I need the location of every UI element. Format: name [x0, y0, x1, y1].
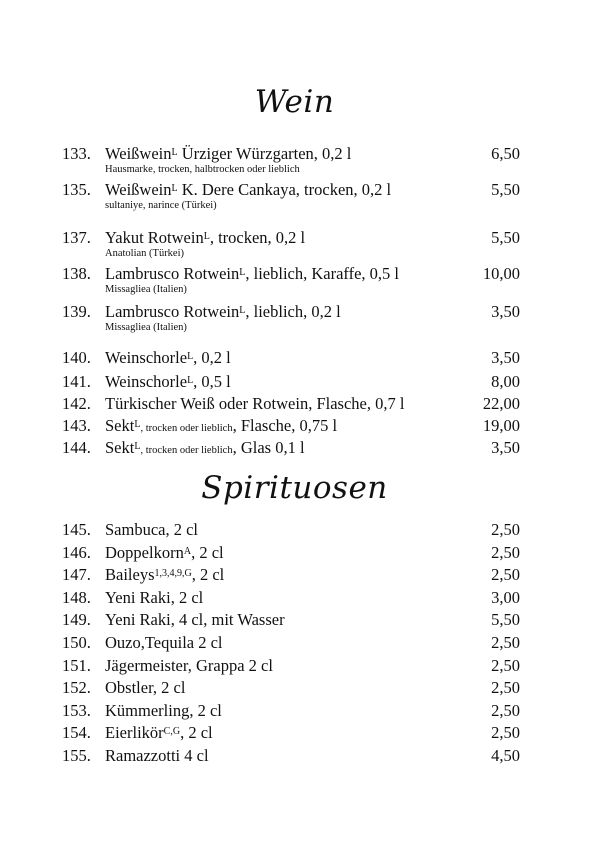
item-name-suffix: , 0,2 l	[193, 348, 231, 367]
item-price: 2,50	[491, 520, 520, 539]
item-price: 2,50	[491, 656, 520, 675]
allergen-superscript: L	[134, 419, 141, 430]
item-name-suffix: , 2 cl	[180, 723, 213, 742]
menu-item	[0, 633, 589, 655]
item-name	[105, 302, 341, 322]
item-name	[105, 520, 198, 540]
item-number: 135.	[62, 180, 91, 199]
item-name-text: Baileys	[105, 565, 155, 584]
item-price: 3,50	[491, 438, 520, 457]
allergen-superscript: L	[187, 351, 194, 362]
menu-item	[0, 543, 589, 565]
item-name	[105, 416, 337, 436]
item-name-suffix: K. Dere Cankaya, trocken, 0,2 l	[177, 180, 392, 199]
item-name	[105, 438, 305, 458]
item-price: 2,50	[491, 633, 520, 652]
item-name-text: Yeni Raki, 4 cl, mit Wasser	[105, 610, 285, 629]
allergen-superscript: A	[183, 546, 192, 557]
item-name-text: Jägermeister, Grappa 2 cl	[105, 656, 273, 675]
item-description: Hausmarke, trocken, halbtrocken oder lieblich	[105, 164, 300, 175]
item-number: 144.	[62, 438, 91, 457]
allergen-superscript: L	[171, 147, 178, 158]
item-number: 138.	[62, 264, 91, 283]
item-number: 141.	[62, 372, 91, 391]
item-number: 153.	[62, 701, 91, 720]
item-name-suffix: , 2 cl	[191, 543, 224, 562]
item-name-text: Lambrusco Rotwein	[105, 264, 240, 283]
item-price: 19,00	[482, 416, 520, 435]
menu-item	[0, 302, 589, 324]
item-name-suffix: , 2 cl	[191, 565, 225, 584]
item-price: 4,50	[491, 746, 520, 765]
menu-item	[0, 372, 589, 394]
item-name	[105, 264, 399, 284]
menu-item	[0, 144, 589, 166]
menu-item	[0, 588, 589, 610]
menu-item	[0, 701, 589, 723]
item-number: 155.	[62, 746, 91, 765]
allergen-superscript: C,G	[163, 726, 181, 737]
item-number: 133.	[62, 144, 91, 163]
item-number: 146.	[62, 543, 91, 562]
item-name-suffix: , Glas 0,1 l	[232, 438, 305, 457]
item-price: 22,00	[482, 394, 520, 413]
item-name-text: Sekt	[105, 438, 135, 457]
item-description: Missagliea (Italien)	[105, 284, 187, 295]
allergen-superscript: L	[171, 183, 178, 194]
item-name	[105, 348, 231, 368]
menu-item	[0, 520, 589, 542]
menu-item	[0, 180, 589, 202]
item-name-text: Lambrusco Rotwein	[105, 302, 240, 321]
menu-item	[0, 394, 589, 416]
menu-item	[0, 348, 589, 370]
item-name	[105, 723, 213, 743]
item-number: 151.	[62, 656, 91, 675]
item-price: 2,50	[491, 543, 520, 562]
menu-item	[0, 228, 589, 250]
item-name	[105, 678, 185, 698]
item-name-text: Yeni Raki, 2 cl	[105, 588, 204, 607]
item-price: 3,50	[491, 302, 520, 321]
item-description: Anatolian (Türkei)	[105, 248, 185, 259]
item-number: 147.	[62, 565, 91, 584]
item-number: 152.	[62, 678, 91, 697]
item-number: 140.	[62, 348, 91, 367]
item-name-text: Eierlikör	[105, 723, 164, 742]
item-number: 142.	[62, 394, 91, 413]
allergen-superscript: L	[203, 231, 210, 242]
menu-item	[0, 746, 589, 768]
item-number: 154.	[62, 723, 91, 742]
item-name	[105, 588, 203, 608]
item-name-text: Weißwein	[105, 144, 172, 163]
allergen-superscript: L	[134, 441, 141, 452]
item-name-suffix: Ürziger Würzgarten, 0,2 l	[177, 144, 352, 163]
item-price: 5,50	[491, 610, 520, 629]
item-description: Missagliea (Italien)	[105, 322, 187, 333]
item-number: 139.	[62, 302, 91, 321]
menu-item	[0, 723, 589, 745]
item-name-text: Yakut Rotwein	[105, 228, 204, 247]
item-name-text: Ouzo,Tequila 2 cl	[105, 633, 223, 652]
item-price: 3,00	[491, 588, 520, 607]
section-title-wein: Wein	[254, 84, 335, 120]
item-price: 5,50	[491, 228, 520, 247]
menu-item	[0, 438, 589, 460]
item-price: 10,00	[482, 264, 520, 283]
item-name-suffix: , trocken, 0,2 l	[209, 228, 306, 247]
allergen-superscript: L	[239, 267, 246, 278]
item-name-text: Ramazzotti 4 cl	[105, 746, 209, 765]
item-name-text: Kümmerling, 2 cl	[105, 701, 222, 720]
allergen-superscript: L	[239, 305, 246, 316]
item-name	[105, 656, 273, 676]
item-number: 137.	[62, 228, 91, 247]
item-name-text: Sekt	[105, 416, 135, 435]
item-number: 148.	[62, 588, 91, 607]
item-name-text: Weißwein	[105, 180, 172, 199]
item-price: 2,50	[491, 678, 520, 697]
item-price: 2,50	[491, 565, 520, 584]
menu-item	[0, 656, 589, 678]
item-name-text: Sambuca, 2 cl	[105, 520, 199, 539]
item-name	[105, 180, 391, 200]
item-name-suffix: , 0,5 l	[193, 372, 231, 391]
item-price: 2,50	[491, 701, 520, 720]
item-note: , trocken oder lieblich	[140, 423, 233, 434]
item-name-text: Türkischer Weiß oder Rotwein, Flasche, 0,7 l	[105, 394, 405, 413]
item-price: 3,50	[491, 348, 520, 367]
item-number: 150.	[62, 633, 91, 652]
item-name-suffix: , Flasche, 0,75 l	[232, 416, 338, 435]
menu-item	[0, 416, 589, 438]
item-name	[105, 701, 222, 721]
item-number: 149.	[62, 610, 91, 629]
item-name-suffix: , lieblich, Karaffe, 0,5 l	[245, 264, 400, 283]
item-name-text: Obstler, 2 cl	[105, 678, 186, 697]
item-name	[105, 144, 351, 164]
menu-item	[0, 565, 589, 587]
item-name	[105, 543, 224, 563]
item-name	[105, 565, 224, 585]
allergen-superscript: L	[187, 375, 194, 386]
item-price: 5,50	[491, 180, 520, 199]
item-name	[105, 633, 223, 653]
item-number: 145.	[62, 520, 91, 539]
menu-item	[0, 610, 589, 632]
item-name	[105, 394, 404, 414]
item-price: 6,50	[491, 144, 520, 163]
item-name-suffix: , lieblich, 0,2 l	[245, 302, 341, 321]
item-name	[105, 746, 209, 766]
item-name	[105, 228, 305, 248]
section-title-spirituosen: Spirituosen	[201, 470, 388, 506]
item-number: 143.	[62, 416, 91, 435]
item-price: 8,00	[491, 372, 520, 391]
menu-item	[0, 678, 589, 700]
item-price: 2,50	[491, 723, 520, 742]
item-description: sultaniye, narince (Türkei)	[105, 200, 217, 211]
item-name	[105, 372, 231, 392]
item-name	[105, 610, 285, 630]
item-name-text: Doppelkorn	[105, 543, 184, 562]
item-name-text: Weinschorle	[105, 372, 188, 391]
item-name-text: Weinschorle	[105, 348, 188, 367]
allergen-superscript: 1,3,4,9,G	[154, 568, 192, 579]
item-note: , trocken oder lieblich	[140, 445, 233, 456]
menu-item	[0, 264, 589, 286]
